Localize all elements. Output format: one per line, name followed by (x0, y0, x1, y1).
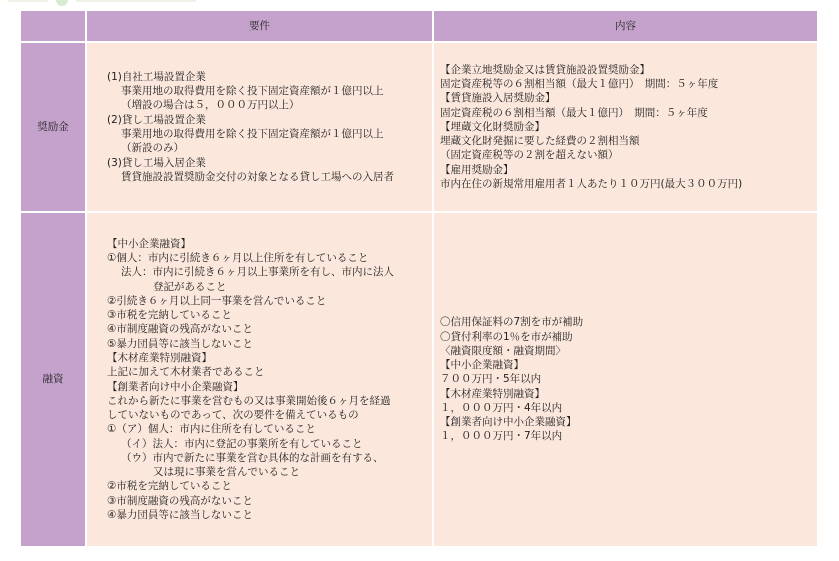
text-line: ④市制度融資の残高がないこと (107, 323, 253, 336)
text-line: 埋蔵文化財発掘に要した経費の２割相当額 (440, 135, 640, 148)
text-line: 賃貸施設設置奨励金交付の対象となる貸し工場への入居者 (121, 170, 394, 183)
text-line: （ウ）市内で新たに事業を営む具体的な計画を有する、 (121, 451, 384, 464)
text-line: ②引続き６ヶ月以上同一事業を営んでいること (107, 294, 327, 307)
text-line: （増設の場合は５，０００万円以上） (121, 99, 300, 112)
text-line: １，０００万円・4年以内 (440, 401, 563, 414)
text-line: 市内在住の新規常用雇用者１人あたり１０万円(最大３００万円) (440, 177, 743, 190)
text-line: １，０００万円・7年以内 (440, 430, 563, 443)
text-line: 【埋蔵文化財奨励金】 (440, 120, 545, 133)
text-line: 固定資産税等の６割相当額（最大１億円） 期間：５ヶ年度 (440, 78, 719, 91)
decor-dot (56, 0, 68, 6)
text-line: 事業用地の取得費用を除く投下固定資産額が１億円以上 (121, 85, 384, 98)
text-line: 【中小企業融資】 (107, 237, 191, 250)
text-line: ①（ア）個人：市内に住所を有していること (107, 423, 316, 436)
requirements-header: 要件 (86, 10, 433, 42)
text-line: (1)自社工場設置企業 (107, 70, 206, 83)
text-line: ②市税を完納していること (107, 480, 232, 493)
row-label: 奨励金 (20, 42, 86, 212)
text-line: 〈融資限度額・融資期間〉 (440, 344, 566, 357)
text-line: (3)貸し工場入居企業 (107, 156, 206, 169)
text-line: （固定資産税等の２割を超えない額） (440, 149, 619, 162)
text-line: 【木材産業特別融資】 (107, 351, 212, 364)
text-line: 上記に加えて木材業者であること (107, 366, 265, 379)
requirements-cell (86, 42, 433, 212)
text-line: ③市制度融資の残高がないこと (107, 494, 253, 507)
text-line: 【賃貸施設入居奨励金】 (440, 92, 556, 105)
text-line: 固定資産税の６割相当額（最大１億円） 期間：５ヶ年度 (440, 106, 708, 119)
requirements-cell (86, 212, 433, 547)
text-line: ７００万円・5年以内 (440, 373, 542, 386)
text-line: ⑤暴力団員等に該当しないこと (107, 337, 253, 350)
text-line: 【雇用奨励金】 (440, 163, 514, 176)
text-line: 【中小企業融資】 (440, 359, 524, 372)
text-line: (2)貸し工場設置企業 (107, 113, 206, 126)
text-line: 又は現に事業を営んでいること (153, 466, 300, 479)
text-line: これから新たに事業を営むもの又は事業開始後６ヶ月を経過 (107, 394, 391, 407)
header-row (20, 10, 818, 42)
text-line: 【企業立地奨励金又は賃貸施設設置奨励金】 (440, 63, 650, 76)
decor-bar (76, 0, 196, 2)
table-row (20, 212, 818, 547)
contents-header: 内容 (433, 10, 818, 42)
text-line: ③市税を完納していること (107, 309, 232, 322)
corner-header (20, 10, 86, 42)
text-line: 【創業者向け中小企業融資】 (107, 380, 244, 393)
text-line: していないものであって、次の要件を備えているもの (107, 409, 359, 422)
incentive-table (19, 9, 819, 548)
text-line: 【木材産業特別融資】 (440, 387, 545, 400)
text-line: ④暴力団員等に該当しないこと (107, 508, 253, 521)
text-line: 〇貸付利率の1％を市が補助 (440, 330, 573, 343)
contents-cell (433, 42, 818, 212)
text-line: 法人：市内に引続き６ヶ月以上事業所を有し、市内に法人 (121, 266, 394, 279)
decor-bar (8, 0, 48, 2)
text-line: 事業用地の取得費用を除く投下固定資産額が１億円以上 (121, 128, 384, 140)
table-row (20, 42, 818, 212)
text-line: （新設のみ） (121, 142, 184, 155)
text-line: （イ）法人：市内に登記の事業所を有していること (121, 437, 363, 450)
text-line: ①個人：市内に引続き６ヶ月以上住所を有していること (107, 252, 369, 265)
row-label: 融資 (20, 212, 86, 547)
text-line: 登記があること (153, 280, 227, 293)
text-line: 【創業者向け中小企業融資】 (440, 416, 577, 429)
contents-cell (433, 212, 818, 547)
text-line: 〇信用保証料の7割を市が補助 (440, 316, 584, 329)
